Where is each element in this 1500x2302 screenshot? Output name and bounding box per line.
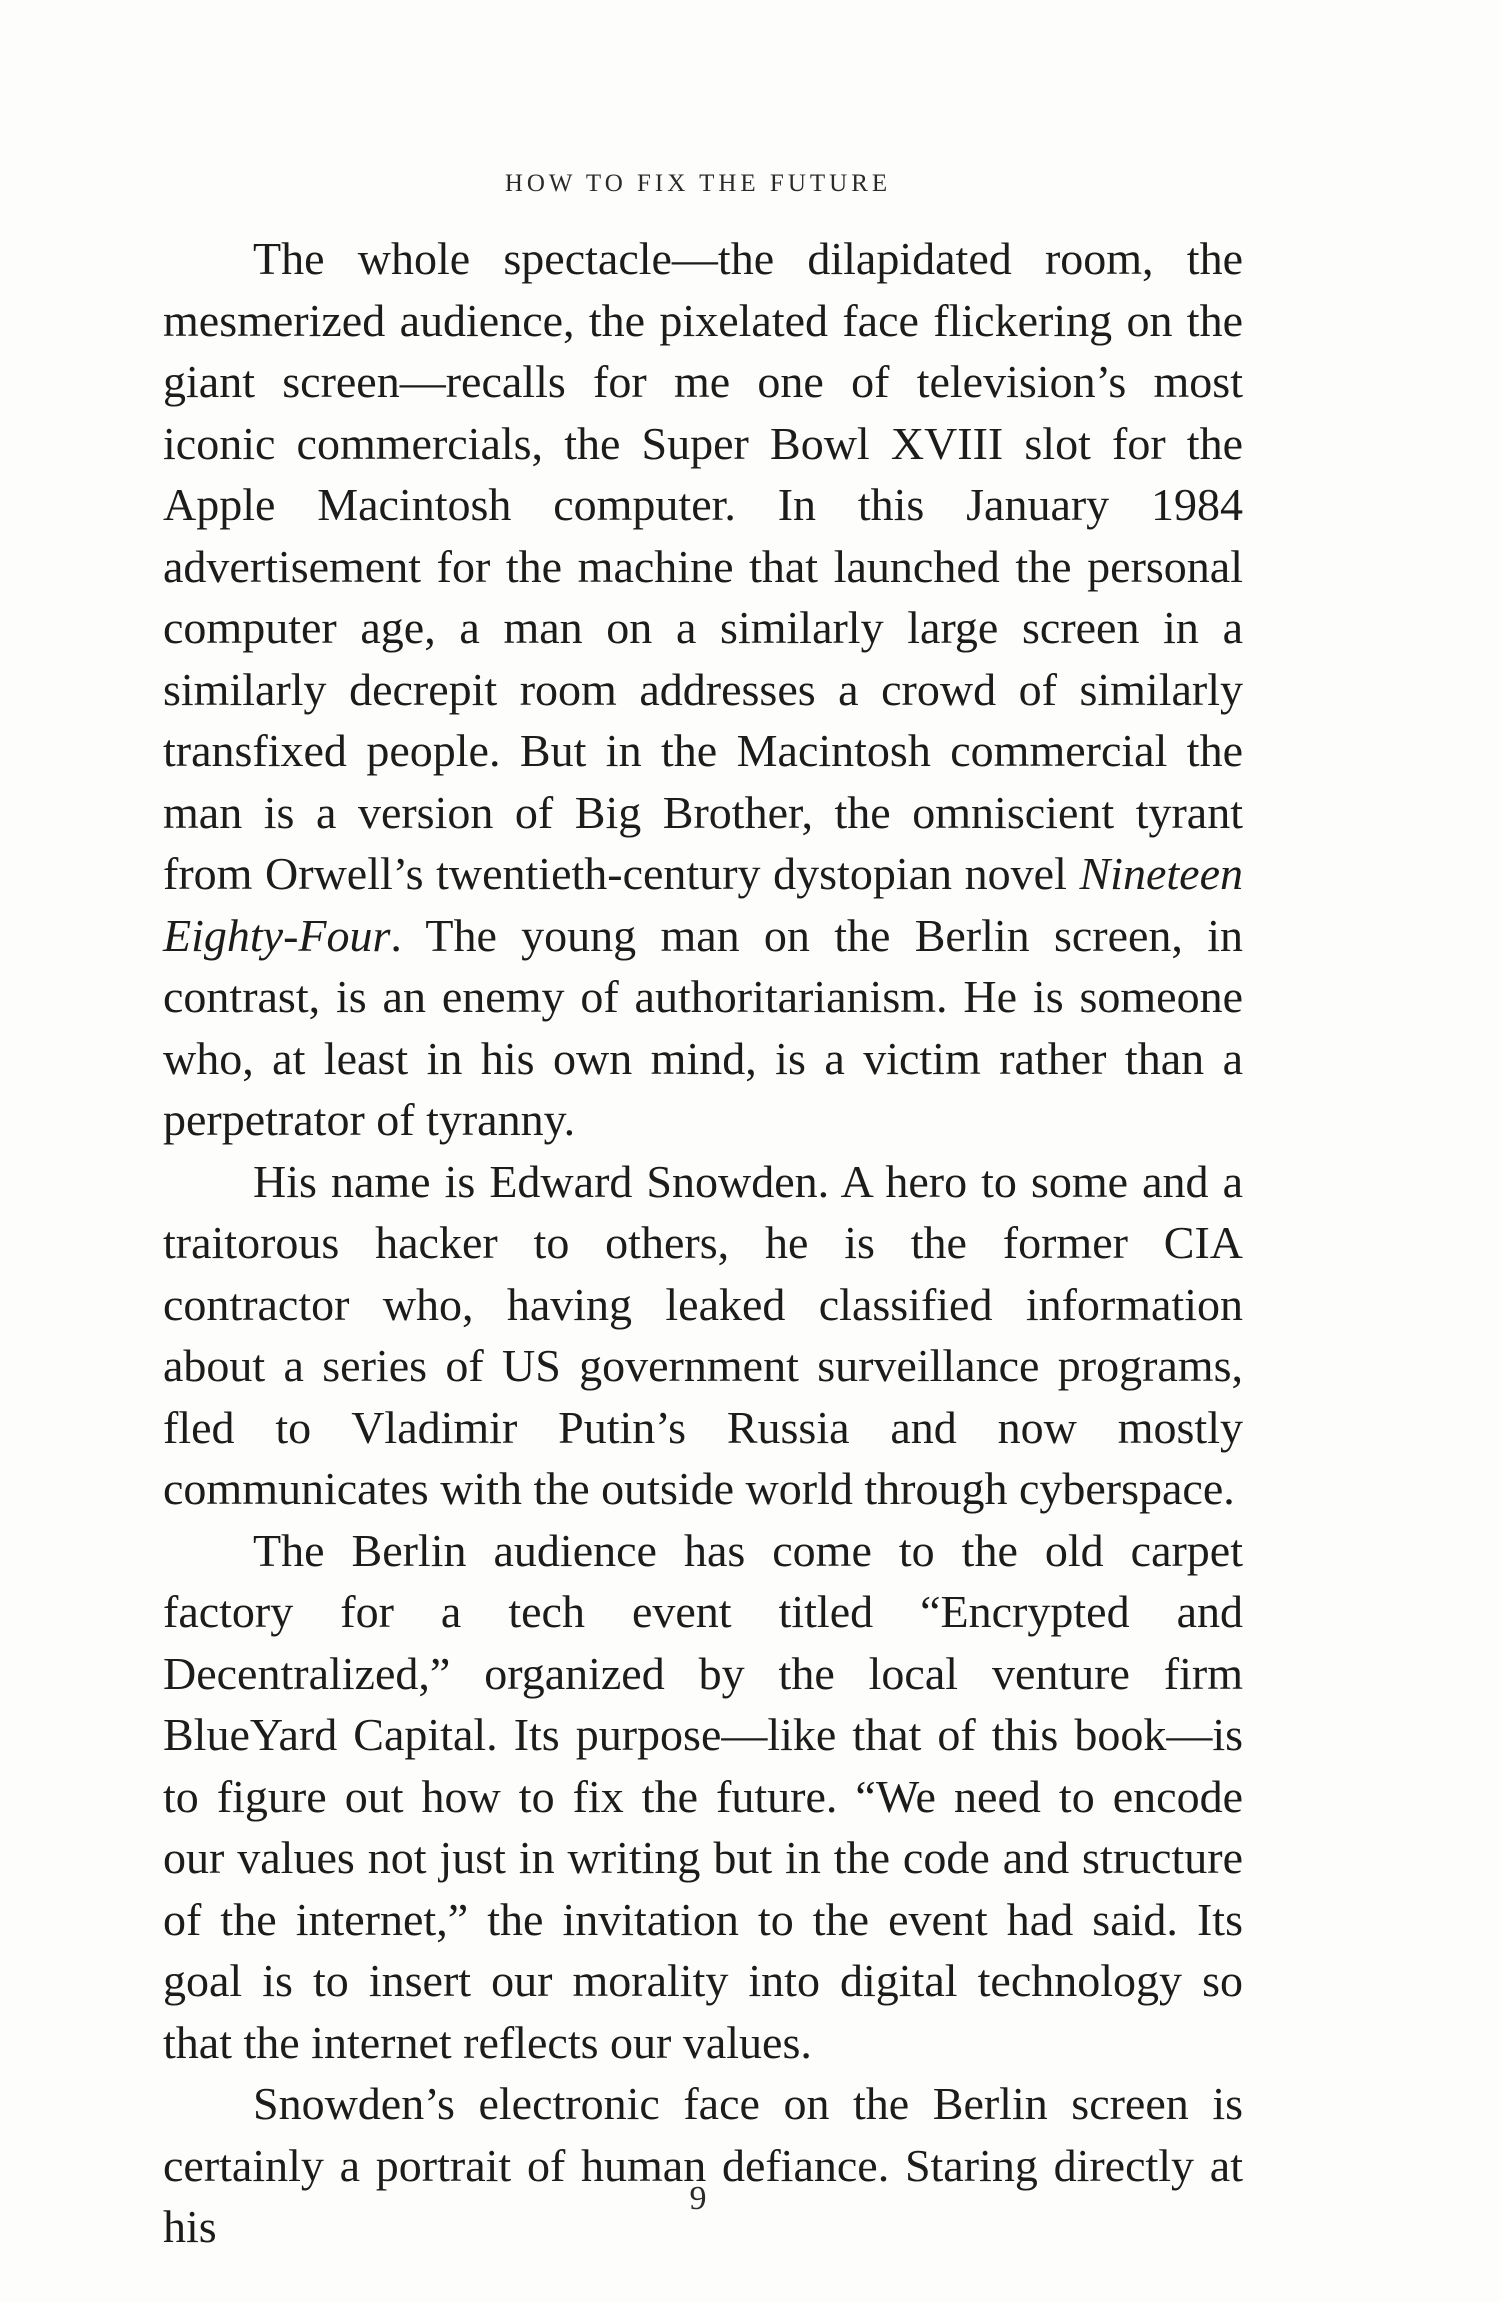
book-title-italic: Nineteen Eighty-Four bbox=[163, 848, 1243, 961]
paragraph-3: The Berlin audience has come to the old carpet factory for a tech event titled “Encrypted and Decentralized,” organized by the local venture firm BlueYard Capital. Its purpose—like that of this book—is to figure out how to fix the future. “We need to encode our values not just in writing but in the code and structure of the internet,” the invitation to the event had said. Its goal is to insert our morality into digital technology so that the internet reflects our values. bbox=[163, 1524, 1243, 2068]
page-number: 9 bbox=[689, 2180, 707, 2217]
paragraph-4: Snowden’s electronic face on the Berlin screen is certainly a portrait of human defiance. Staring directly at his bbox=[163, 2078, 1243, 2252]
paragraph-2: His name is Edward Snowden. A hero to some and a traitorous hacker to others, he is the former CIA contractor who, having leaked classified information about a series of US government surveillance programs, fled to Vladimir Putin’s Russia and now mostly communicates with the outside world through cyberspace. bbox=[163, 1155, 1243, 1514]
body-text bbox=[163, 228, 1243, 2258]
running-head: HOW TO FIX THE FUTURE bbox=[504, 170, 892, 197]
paragraph-1-text-start: The whole spectacle—the dilapidated room, the mesmerized audience, the pixelated face flickering on the giant screen—recalls for me one of television’s most iconic commercials, the Super Bowl XVIII slot for the Apple Macintosh computer. In this January 1984 advertisement for the machine that launched the personal computer age, a man on a similarly large screen in a similarly decrepit room addresses a crowd of similarly transfixed people. But in the Macintosh commercial the man is a version of Big Brother, the omniscient tyrant from Orwell’s twentieth-century dystopian novel bbox=[163, 233, 1243, 899]
paragraph-1-text-end: . The young man on the Berlin screen, in contrast, is an enemy of authoritarianism. He is someone who, at least in his own mind, is a victim rather than a perpetrator of tyranny. bbox=[163, 909, 1243, 1145]
paragraph-1 bbox=[163, 228, 1243, 1151]
